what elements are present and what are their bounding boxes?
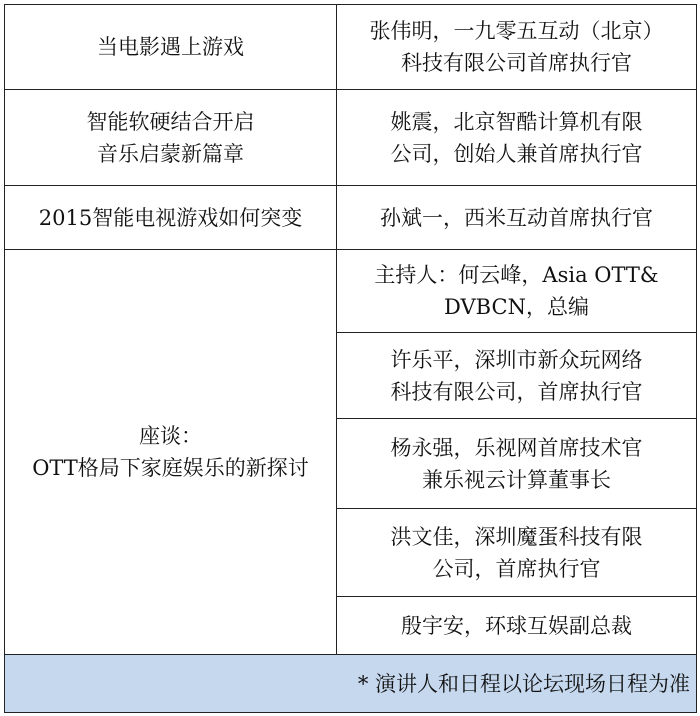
topic-cell [5, 186, 337, 250]
schedule-row [5, 186, 697, 250]
schedule-row [5, 90, 697, 186]
speaker-text: 殷宇安，环球互娱副总裁 [401, 613, 632, 638]
panel-topic-text: 座谈： [139, 424, 202, 448]
speaker-text: 张伟明，一九零五互动（北京） [369, 19, 664, 43]
speaker-text: 姚震，北京智酷计算机有限 [390, 109, 643, 134]
panel-topic-cell [5, 250, 337, 655]
speaker-text: 洪文佳，深圳魔蛋科技有限 [390, 524, 643, 549]
footer-row [5, 655, 697, 713]
speaker-text: 主持人：何云峰，Asia OTT& [374, 263, 659, 287]
speaker-text: 杨永强，乐视网首席技术官 [390, 435, 643, 460]
speaker-cell [337, 186, 697, 250]
topic-text: 智能软硬结合开启 [86, 109, 255, 134]
topic-text: 音乐启蒙新篇章 [97, 141, 244, 166]
speaker-text: 公司，创始人兼首席执行官 [390, 141, 643, 166]
topic-text: 当电影遇上游戏 [97, 35, 244, 59]
speaker-cell [337, 597, 697, 655]
schedule-row [5, 250, 697, 333]
speaker-cell [337, 90, 697, 186]
schedule-row [5, 5, 697, 90]
speaker-text: 科技有限公司，首席执行官 [390, 379, 643, 404]
speaker-text: 孙斌一，西米互动首席执行官 [380, 205, 653, 230]
footer-note: * 演讲人和日程以论坛现场日程为准 [5, 655, 697, 713]
speaker-text: 公司，首席执行官 [432, 556, 601, 581]
speaker-text: 兼乐视云计算董事长 [422, 467, 611, 492]
speaker-cell [337, 509, 697, 597]
speaker-text: DVBCN，总编 [444, 295, 589, 319]
speaker-text: 科技有限公司首席执行官 [401, 51, 632, 75]
speaker-cell [337, 333, 697, 419]
speaker-cell [337, 419, 697, 509]
schedule-table [4, 4, 697, 713]
topic-text: 2015智能电视游戏如何突变 [38, 205, 303, 230]
speaker-cell [337, 5, 697, 90]
panel-topic-text: OTT格局下家庭娱乐的新探讨 [32, 456, 309, 480]
topic-cell [5, 5, 337, 90]
topic-cell [5, 90, 337, 186]
moderator-cell [337, 250, 697, 333]
speaker-text: 许乐平，深圳市新众玩网络 [390, 347, 643, 372]
